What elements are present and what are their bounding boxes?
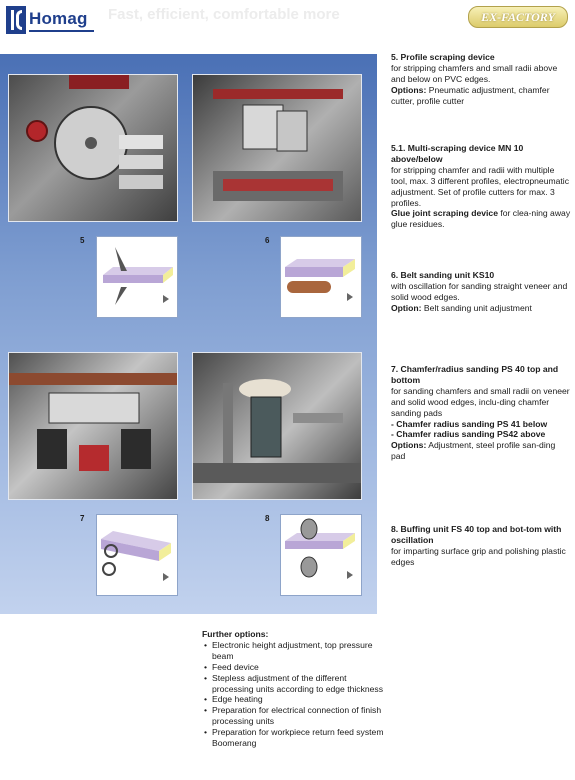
further-options bbox=[202, 629, 387, 749]
section-multi-scraping bbox=[391, 143, 571, 230]
logo-underline bbox=[29, 30, 94, 32]
section-body: for sanding chamfers and small radii on veneer and solid wood edges, inclu-ding chamfer sanding pads bbox=[391, 385, 570, 418]
section-title: 5.1. Multi-scraping device MN 10 above/below bbox=[391, 143, 524, 164]
section-title: 6. Belt sanding unit KS10 bbox=[391, 270, 495, 280]
options-label: Option: bbox=[391, 302, 422, 313]
figure-number: 8 bbox=[265, 514, 270, 523]
list-item: • Electronic height adjustment, top pressure beam bbox=[212, 640, 387, 662]
section-title: 8. Buffing unit FS 40 top and bot-tom with oscillation bbox=[391, 524, 562, 545]
diagram-buffing-unit bbox=[280, 514, 362, 596]
section-profile-scraping bbox=[391, 52, 571, 107]
photo-chamfer-radius-sanding bbox=[8, 352, 178, 500]
glue-label: Glue joint scraping device bbox=[391, 208, 498, 219]
photo-multi-scraping-device bbox=[192, 74, 362, 222]
section-title: 7. Chamfer/radius sanding PS 40 top and bottom bbox=[391, 364, 559, 385]
homag-logo-mark-icon bbox=[6, 6, 26, 34]
section-body: for stripping chamfers and small radii above and below on PVC edges. bbox=[391, 62, 558, 84]
section-body: for stripping chamfer and radii with multiple tool, max. 3 different profiles, electropneumatic adjustment. Set of profile cutters for max. 3 profiles. bbox=[391, 164, 570, 208]
photo-buffing-unit bbox=[192, 352, 362, 500]
diagram-profile-scraping bbox=[96, 236, 178, 318]
section-buffing-unit bbox=[391, 524, 571, 568]
options-text: Belt sanding unit adjustment bbox=[421, 302, 532, 313]
options-text: Pneumatic adjustment, chamfer cutter, profile cutter bbox=[391, 84, 550, 106]
logo-text: Homag bbox=[29, 9, 88, 28]
list-item: • Preparation for electrical connection of finish processing units bbox=[212, 705, 387, 727]
list-item: • Preparation for workpiece return feed system Boomerang bbox=[212, 727, 387, 749]
figure-number: 5 bbox=[80, 236, 85, 245]
glue-text: for clea-ning away glue residues. bbox=[391, 208, 571, 230]
section-chamfer-sanding bbox=[391, 364, 571, 462]
section-body: with oscillation for sanding straight veneer and solid wood edges. bbox=[391, 280, 568, 302]
figure-number: 7 bbox=[80, 514, 85, 523]
further-options-title: Further options: bbox=[202, 629, 269, 639]
homag-logo[interactable] bbox=[6, 6, 94, 34]
ex-factory-badge: EX-FACTORY bbox=[468, 6, 568, 28]
list-item: • Stepless adjustment of the different processing units according to edge thickness bbox=[212, 673, 387, 695]
list-item: • Feed device bbox=[212, 662, 387, 673]
sub-item: - Chamfer radius sanding PS42 above bbox=[391, 429, 546, 440]
sub-item: - Chamfer radius sanding PS 41 below bbox=[391, 418, 548, 429]
section-belt-sanding bbox=[391, 270, 571, 314]
options-label: Options: bbox=[391, 84, 427, 95]
diagram-belt-sanding bbox=[280, 236, 362, 318]
diagram-chamfer-sanding bbox=[96, 514, 178, 596]
faded-heading: Fast, efficient, comfortable more bbox=[108, 6, 340, 23]
list-item: • Edge heating bbox=[212, 694, 387, 705]
options-text: Adjustment, steel profile san-ding pad bbox=[391, 440, 556, 462]
section-body: for imparting surface grip and polishing plastic edges bbox=[391, 545, 566, 567]
photo-profile-scraping-device bbox=[8, 74, 178, 222]
figure-number: 6 bbox=[265, 236, 270, 245]
header bbox=[0, 0, 575, 38]
section-title: 5. Profile scraping device bbox=[391, 52, 495, 62]
options-label: Options: bbox=[391, 440, 427, 451]
further-options-list bbox=[202, 640, 387, 749]
